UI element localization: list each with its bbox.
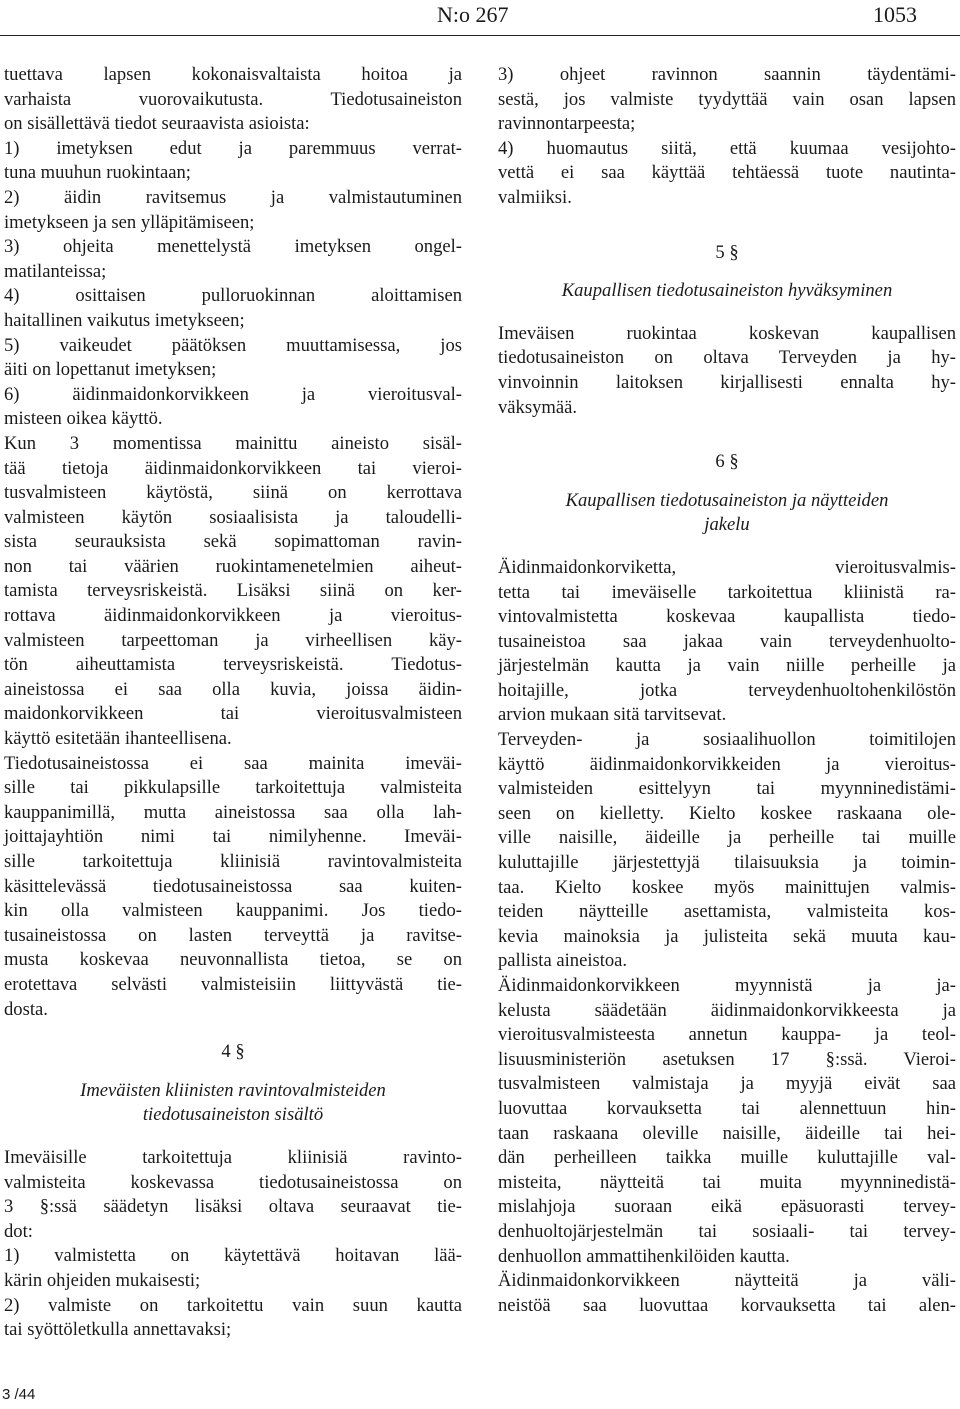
paragraph-line: 3) ohjeita menettelystä imetyksen ongel-: [4, 236, 462, 258]
paragraph-line: on sisällettävä tiedot seuraavista asioista:: [4, 113, 310, 135]
paragraph-line: 4) osittaisen pulloruokinnan aloittamisen: [4, 285, 462, 307]
section-6-line: pallista aineistoa.: [498, 950, 628, 972]
paragraph-line: matilanteissa;: [4, 260, 107, 282]
paragraph-line: 1) imetyksen edut ja paremmuus verrat-: [4, 137, 462, 159]
section-6-line: mislahjoja suoraan eikä epäsuorasti tervey-: [498, 1196, 956, 1218]
paragraph-line: sille tarkoitettuja kliinisiä ravintovalmisteita: [4, 851, 462, 872]
section-6-line: denhuoltojärjestelmän tai sosiaali- tai tervey-: [498, 1220, 956, 1242]
paragraph-line: vettä ei saa käyttää tehtäessä tuote nautinta-: [498, 162, 956, 184]
section-5-body: [498, 322, 956, 420]
paragraph-line: valmiiksi.: [498, 186, 572, 208]
section-6-line: Terveyden- ja sosiaalihuollon toimitilojen: [498, 729, 956, 751]
section-6-line: ville naisille, äideille ja perheille tai muille: [498, 827, 956, 849]
section-6-heading-line: jakelu: [704, 514, 750, 536]
section-6-line: kelusta säädetään äidinmaidonkorvikkeesta ja: [498, 999, 956, 1021]
section-6-line: Äidinmaidonkorviketta, vieroitusvalmis-: [498, 556, 956, 578]
right-column-intro: [498, 63, 956, 211]
paragraph-line: sille tai pikkulapsille tarkoitettuja valmisteita: [4, 777, 462, 799]
section-6-number: 6 §: [715, 451, 739, 473]
section-6-line: teiden näytteille asettamista, valmisteita kos-: [498, 901, 956, 923]
section-6-heading: [498, 489, 956, 538]
paragraph-line: tuettava lapsen kokonaisvaltaista hoitoa ja: [4, 64, 462, 85]
section-4-heading: [4, 1079, 462, 1128]
paragraph-line: tusaineistossa on lasten terveyttä ja ravitse-: [4, 924, 462, 946]
section-6-heading-line: Kaupallisen tiedotusaineiston ja näytteiden: [565, 489, 889, 511]
paragraph-line: Tiedotusaineistossa ei saa mainita imeväi-: [4, 752, 462, 774]
section-5-heading: [498, 279, 956, 304]
paragraph-line: tuna muuhun ruokintaan;: [4, 162, 191, 184]
section-6-line: taan raskaana oleville naisille, äideille tai hei-: [498, 1122, 956, 1144]
section-6-line: denhuollon ammattihenkilöiden kautta.: [498, 1245, 790, 1267]
paragraph-line: erotettava selvästi valmisteisiin liittyvästä tie-: [4, 973, 462, 995]
paragraph-line: rottava äidinmaidonkorvikkeen ja vieroitus-: [4, 605, 462, 627]
section-6-line: tusaineistoa saa jakaa vain terveydenhuolto-: [498, 630, 956, 652]
paragraph-line: äiti on lopettanut imetyksen;: [4, 359, 217, 381]
paragraph-line: käsittelevässä tiedotusaineistossa saa kuiten-: [4, 875, 462, 897]
paragraph-line: tön aiheuttamista terveysriskeistä. Tiedotus-: [4, 654, 462, 676]
section-6-line: arvion mukaan sitä tarvitsevat.: [498, 704, 727, 726]
section-4-heading-line: tiedotusaineiston sisältö: [142, 1104, 324, 1126]
paragraph-line: valmisteen käytön sosiaalisista ja taloudelli-: [4, 506, 462, 528]
section-4-line: 2) valmiste on tarkoitettu vain suun kautta: [4, 1294, 462, 1316]
paragraph-line: musta koskevaa neuvonnallista tietoa, se on: [4, 949, 462, 971]
footer-page-ref: 3 /44: [2, 1386, 36, 1403]
left-column: [4, 63, 462, 1343]
paragraph-line: joittajayhtiön nimi tai nimilyhenne. Imeväi-: [4, 826, 462, 848]
section-5-line: vinvoinnin laitoksen kirjallisesti ennalta hy-: [498, 371, 956, 393]
section-4-line: valmisteita koskevassa tiedotusaineistossa on: [4, 1171, 462, 1193]
paragraph-line: tää tietoja äidinmaidonkorvikkeen tai vieroi-: [4, 457, 462, 479]
paragraph-line: valmisteen tarpeettoman ja virheellisen käy-: [4, 629, 462, 651]
section-4-heading-line: Imeväisten kliinisten ravintovalmisteiden: [80, 1079, 386, 1101]
paragraph-line: 5) vaikeudet päätöksen muuttamisessa, jos: [4, 334, 462, 356]
section-6-line: luovuttaa korvauksetta tai alennettuun hin-: [498, 1097, 956, 1119]
section-6-line: kuluttajille järjestettyjä tilaisuuksia ja toimin-: [498, 852, 956, 874]
paragraph-line: aineistossa ei saa olla kuvia, joissa äidin-: [4, 678, 462, 700]
paragraph-line: sista seurauksista sekä sopimattoman ravin-: [4, 531, 462, 553]
paragraph-line: misteen oikea käyttö.: [4, 408, 163, 430]
section-4-number: 4 §: [221, 1041, 245, 1063]
section-6-line: hoitajille, jotka terveydenhuoltohenkilöstön: [498, 679, 956, 701]
section-6-line: neistöä saa luovuttaa korvauksetta tai alen-: [498, 1294, 956, 1316]
section-6-line: tetta tai imeväiselle tarkoitettua kliinistä ra-: [498, 581, 956, 603]
paragraph-line: imetykseen ja sen ylläpitämiseen;: [4, 211, 255, 233]
paragraph-line: ravinnontarpeesta;: [498, 113, 636, 135]
section-4-line: dot:: [4, 1220, 33, 1242]
section-5-line: väksymää.: [498, 396, 577, 418]
right-column: [498, 63, 956, 1318]
page-header: [0, 0, 960, 40]
section-5-line: Imeväisen ruokintaa koskevan kaupallisen: [498, 322, 956, 344]
paragraph-line: käyttö esitetään ihanteellisena.: [4, 728, 232, 750]
section-4-line: 1) valmistetta on käytettävä hoitavan lää-: [4, 1245, 462, 1267]
section-6-line: taa. Kielto koskee myös mainittujen valmis-: [498, 876, 956, 898]
section-6-line: kevia mainoksia ja julisteita sekä muuta kau-: [498, 925, 956, 947]
section-4-body: [4, 1146, 462, 1343]
section-6-line: tusvalmisteen valmistaja ja myyjä eivät saa: [498, 1073, 956, 1095]
paragraph-line: tamista terveysriskeistä. Lisäksi siinä on ker-: [4, 580, 462, 602]
section-6-line: valmisteiden esittelyyn tai myynninedistämi-: [498, 778, 956, 800]
section-5-number: 5 §: [715, 241, 739, 263]
statute-number: N:o 267: [437, 2, 509, 27]
header-rule: [0, 35, 960, 36]
paragraph-line: non tai väärien ruokintamenetelmien aiheut-: [4, 555, 462, 577]
paragraph-line: Kun 3 momentissa mainittu aineisto sisäl-: [4, 432, 462, 454]
section-6-line: lisuusministeriön asetuksen 17 §:ssä. Vieroi-: [498, 1048, 956, 1070]
section-6-body: [498, 556, 956, 1318]
paragraph-line: 4) huomautus siitä, että kuumaa vesijohto-: [498, 137, 956, 159]
section-5-line: tiedotusaineiston on oltava Terveyden ja hy-: [498, 347, 956, 369]
section-6-line: dän perheilleen taikka muille kuluttajille val-: [498, 1147, 956, 1169]
section-4-line: kärin ohjeiden mukaisesti;: [4, 1269, 201, 1291]
paragraph-line: 6) äidinmaidonkorvikkeen ja vieroitusval-: [4, 383, 462, 405]
section-6-line: vintovalmistetta koskevaa kaupallista tiedo-: [498, 606, 956, 628]
paragraph-line: tusvalmisteen käytöstä, siinä on kerrottava: [4, 482, 462, 504]
section-6-line: seen on kielletty. Kielto koskee raskaana ole-: [498, 802, 956, 824]
section-6-line: järjestelmän kautta ja vain niille perheille ja: [498, 655, 956, 677]
section-6-line: käyttö äidinmaidonkorvikkeiden ja vieroitus-: [498, 753, 956, 775]
paragraph-line: dosta.: [4, 998, 48, 1020]
paragraph-line: 3) ohjeet ravinnon saannin täydentämi-: [498, 64, 956, 85]
paragraph-line: maidonkorvikkeen tai vieroitusvalmisteen: [4, 703, 462, 725]
section-6-line: misteita, näytteitä tai muita myynninedistä-: [498, 1171, 956, 1193]
paragraph-line: haitallinen vaikutus imetykseen;: [4, 309, 245, 331]
paragraph-line: kin olla valmisteen kauppanimi. Jos tiedo-: [4, 900, 462, 922]
paragraph-line: varhaista vuorovaikutusta. Tiedotusaineiston: [4, 88, 462, 110]
section-4-line: Imeväisille tarkoitettuja kliinisiä ravinto-: [4, 1146, 462, 1168]
section-6-line: Äidinmaidonkorvikkeen näytteitä ja väli-: [498, 1270, 956, 1292]
left-column-body: [4, 63, 462, 1022]
section-4-line: tai syöttöletkulla annettavaksi;: [4, 1319, 232, 1341]
section-4-line: 3 §:ssä säädetyn lisäksi oltava seuraavat tie-: [4, 1196, 462, 1218]
paragraph-line: 2) äidin ravitsemus ja valmistautuminen: [4, 186, 462, 208]
paragraph-line: sestä, jos valmiste tyydyttää vain osan lapsen: [498, 88, 956, 110]
page-number: 1053: [873, 2, 917, 27]
section-6-line: vieroitusvalmisteesta annetun kauppa- ja teol-: [498, 1024, 956, 1046]
paragraph-line: kauppanimillä, mutta aineistossa saa olla lah-: [4, 801, 462, 823]
section-6-line: Äidinmaidonkorvikkeen myynnistä ja ja-: [498, 975, 956, 996]
section-5-heading-line: Kaupallisen tiedotusaineiston hyväksyminen: [561, 280, 893, 302]
